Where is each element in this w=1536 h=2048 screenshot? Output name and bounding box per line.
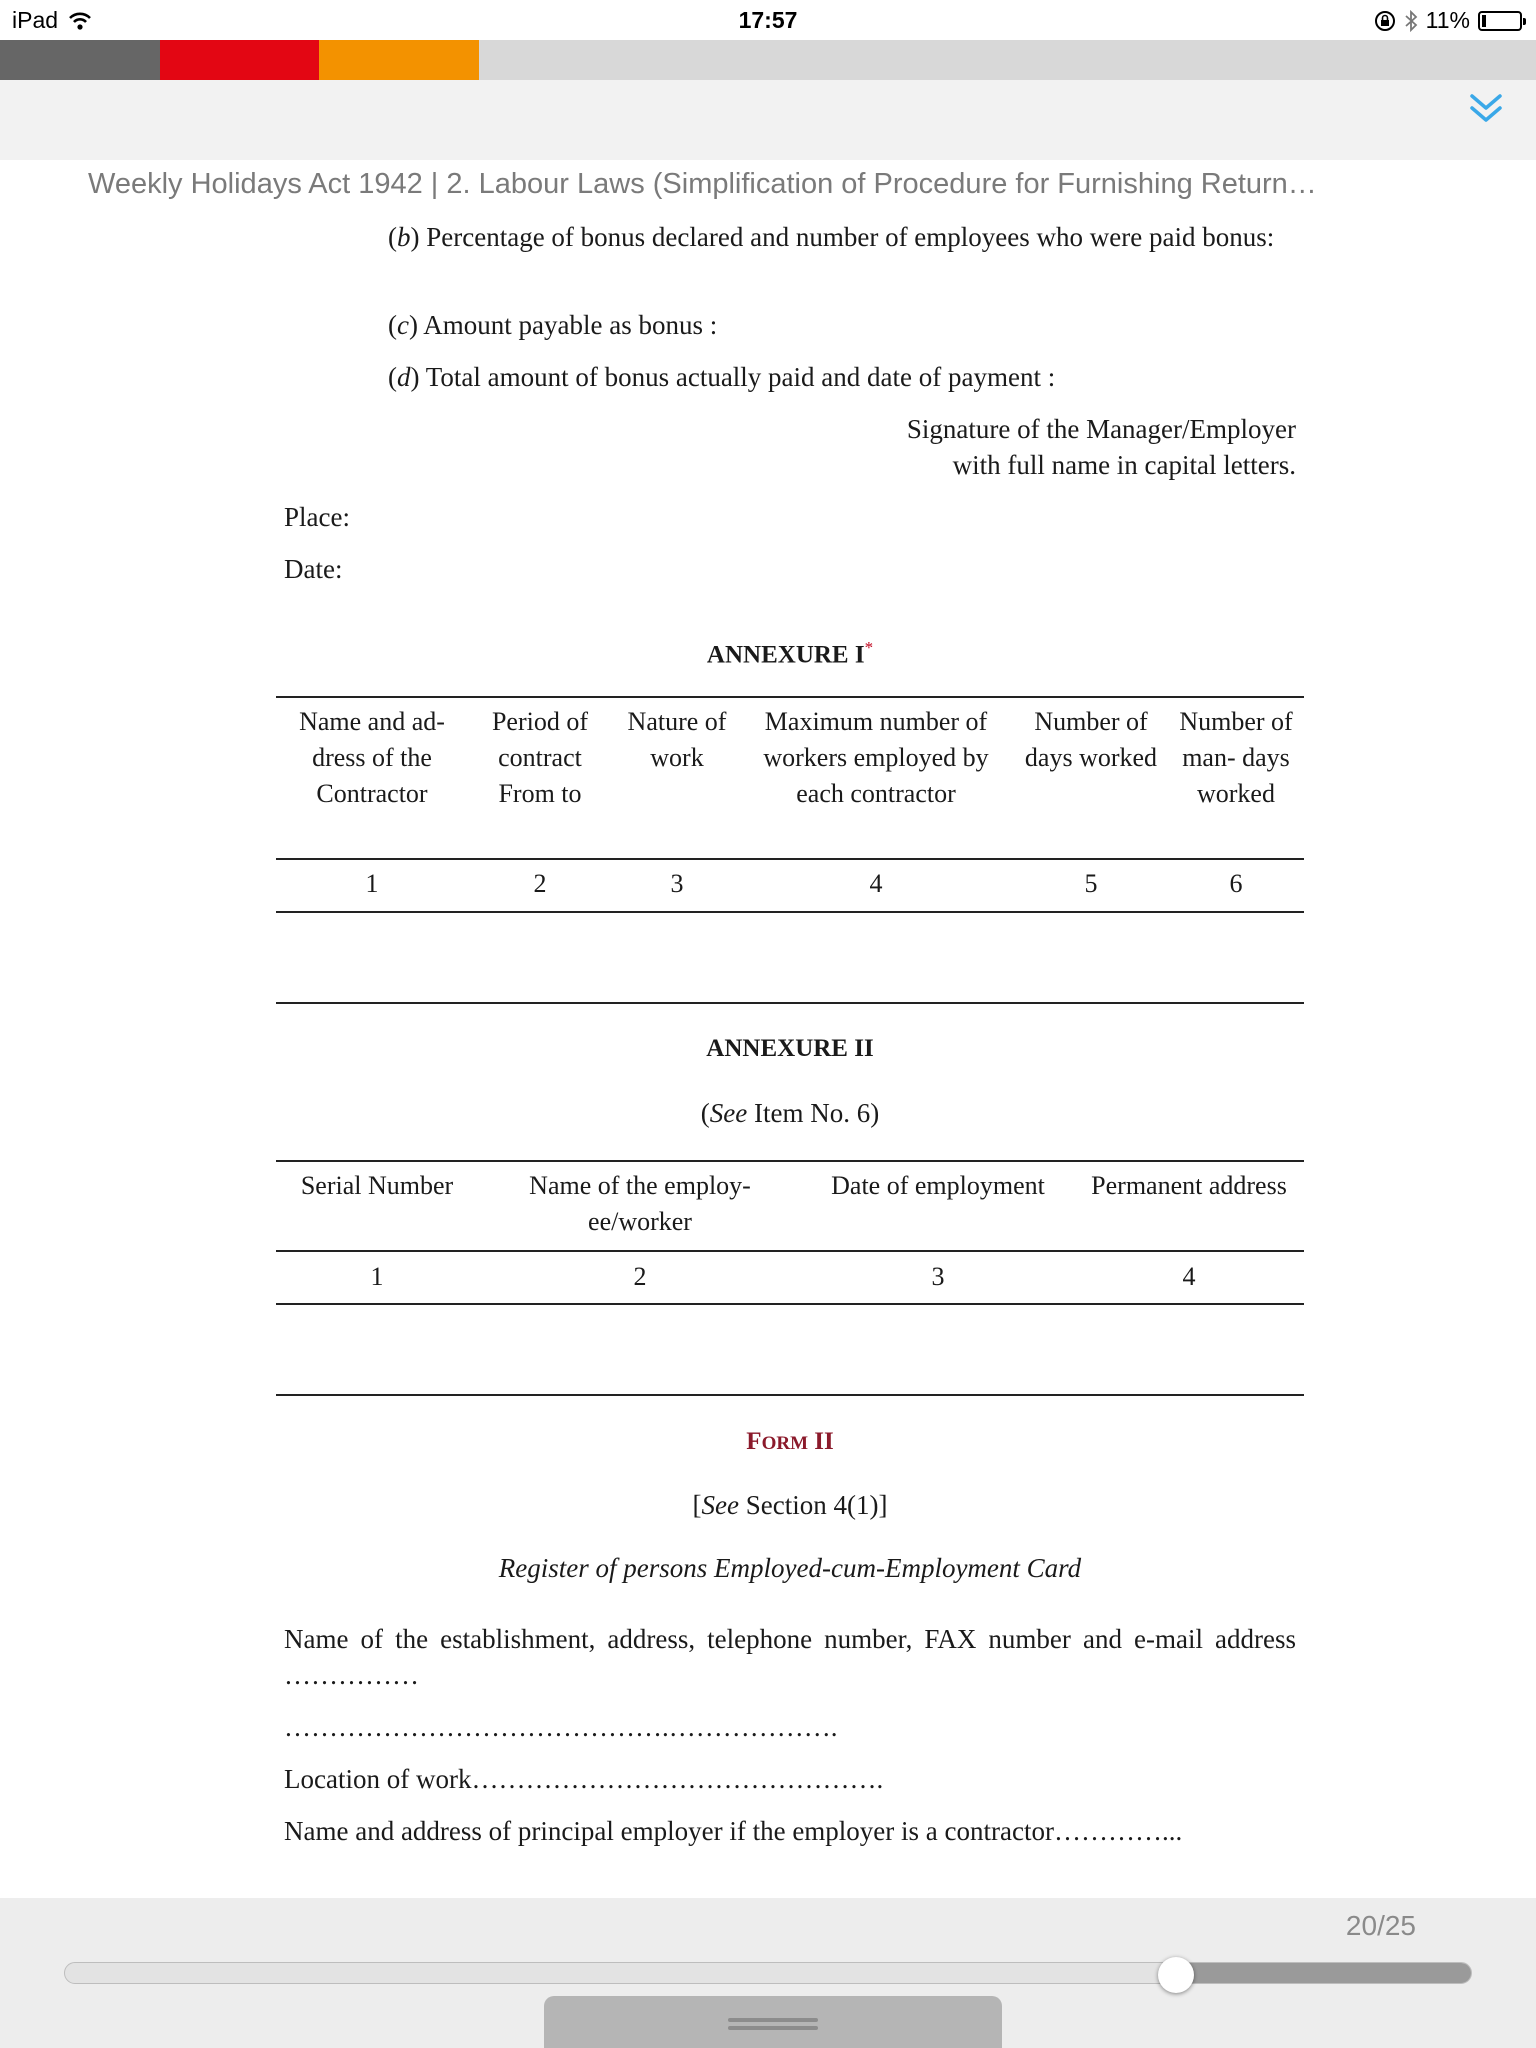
grabber-line — [728, 2018, 818, 2022]
annexure-2-reference: (See Item No. 6) — [700, 1098, 880, 1128]
device-name: iPad — [12, 7, 59, 33]
annexure-2-header-1: Serial Number — [300, 1171, 454, 1200]
establishment-dots: …………… — [284, 1660, 419, 1690]
document-title: Weekly Holidays Act 1942 | 2. Labour Laws (Simplification of Procedure for Furnishing Return… — [88, 168, 1317, 200]
table-rule — [276, 1303, 1304, 1305]
annexure-1-col-number: 6 — [1229, 869, 1243, 898]
annexure-1-col-number: 3 — [670, 869, 684, 898]
battery-percent: 11% — [1425, 7, 1470, 33]
date-label: Date: — [284, 554, 343, 584]
establishment-field — [284, 1621, 1296, 1693]
annexure-2-header-4: Permanent address — [1091, 1171, 1287, 1200]
annexure-1-header-3: Nature of work — [627, 707, 727, 772]
collapse-button[interactable] — [1464, 88, 1508, 132]
annexure-1-col-number: 1 — [365, 869, 379, 898]
double-chevron-down-icon — [1464, 88, 1508, 132]
item-c-label: c — [397, 310, 409, 340]
form-2-title: FORM II — [746, 1428, 834, 1455]
principal-employer-field: Name and address of principal employer if the employer is a contractor…………... — [284, 1816, 1183, 1846]
rotation-lock-icon — [1374, 10, 1396, 32]
item-d-label: d — [397, 362, 411, 392]
bluetooth-icon — [1404, 10, 1418, 32]
establishment-dots-line: …………………………………….………………. — [284, 1712, 838, 1742]
annexure-2-col-number: 1 — [370, 1262, 384, 1291]
item-b-label: b — [397, 222, 411, 252]
page-slider[interactable] — [64, 1962, 1472, 1984]
status-right — [1374, 7, 1522, 34]
table-rule — [276, 1160, 1304, 1162]
form-2-subtitle: Register of persons Employed-cum-Employment Card — [498, 1553, 1082, 1583]
status-bar — [0, 0, 1536, 40]
page-counter: 20/25 — [1345, 1910, 1416, 1941]
bottom-bar — [0, 1898, 1536, 2048]
annexure-2-col-number: 3 — [931, 1262, 945, 1291]
strip-segment-1 — [0, 40, 160, 80]
annexure-1-header-6: Number of man- days worked — [1179, 707, 1293, 808]
table-rule — [276, 1394, 1304, 1396]
footnote-asterisk: * — [864, 638, 874, 657]
annexure-2-title: ANNEXURE II — [706, 1035, 874, 1062]
annexure-1-title: ANNEXURE I* — [706, 638, 874, 669]
table-rule — [276, 696, 1304, 698]
clock: 17:57 — [738, 7, 798, 33]
item-b-text: Percentage of bonus declared and number of employees who were paid bonus: — [426, 222, 1275, 252]
annexure-1-header-2: Period of contract From to — [491, 707, 589, 808]
annexure-2-col-number: 4 — [1182, 1262, 1196, 1291]
annexure-1-header-1: Name and ad- dress of the Contractor — [299, 707, 445, 808]
table-rule — [276, 858, 1304, 860]
page-slider-remaining — [1175, 1963, 1471, 1983]
signature-line-2: with full name in capital letters. — [952, 450, 1296, 480]
annexure-1-header-5: Number of days worked — [1024, 707, 1158, 772]
annexure-1-col-number: 4 — [869, 869, 883, 898]
table-rule — [276, 911, 1304, 913]
top-toolbar — [0, 80, 1536, 160]
table-rule — [276, 1250, 1304, 1252]
location-of-work-field: Location of work………………………………………. — [284, 1764, 884, 1794]
annexure-2-header-3: Date of employment — [831, 1171, 1045, 1200]
drawer-handle[interactable] — [544, 1996, 1002, 2048]
grabber-line — [728, 2026, 818, 2030]
strip-segment-2 — [160, 40, 319, 80]
battery-icon — [1478, 11, 1522, 31]
place-label: Place: — [284, 502, 350, 532]
annexure-1-col-number: 5 — [1084, 869, 1098, 898]
annexure-1-col-number: 2 — [533, 869, 547, 898]
item-d-text: Total amount of bonus actually paid and date of payment : — [425, 362, 1056, 392]
table-rule — [276, 1002, 1304, 1004]
signature-line-1: Signature of the Manager/Employer — [906, 414, 1296, 444]
strip-segment-3 — [319, 40, 479, 80]
form-2-reference: [See Section 4(1)] — [692, 1490, 888, 1520]
annexure-2-col-number: 2 — [633, 1262, 647, 1291]
annexure-2-header-2: Name of the employ- ee/worker — [529, 1171, 751, 1236]
annexure-1-header-4: Maximum number of workers employed by each contractor — [763, 707, 989, 808]
item-c-text: Amount payable as bonus : — [423, 310, 718, 340]
page-slider-thumb[interactable] — [1158, 1957, 1194, 1993]
establishment-label: Name of the establishment, address, telephone number, FAX number and e-mail address — [284, 1624, 1296, 1654]
item-d: (d) Total amount of bonus actually paid and date of payment : — [388, 362, 1056, 392]
item-b: (b) Percentage of bonus declared and number of employees who were paid bonus: — [388, 222, 1275, 252]
item-c: (c) Amount payable as bonus : — [388, 310, 718, 340]
reading-progress-strip — [0, 40, 1536, 80]
